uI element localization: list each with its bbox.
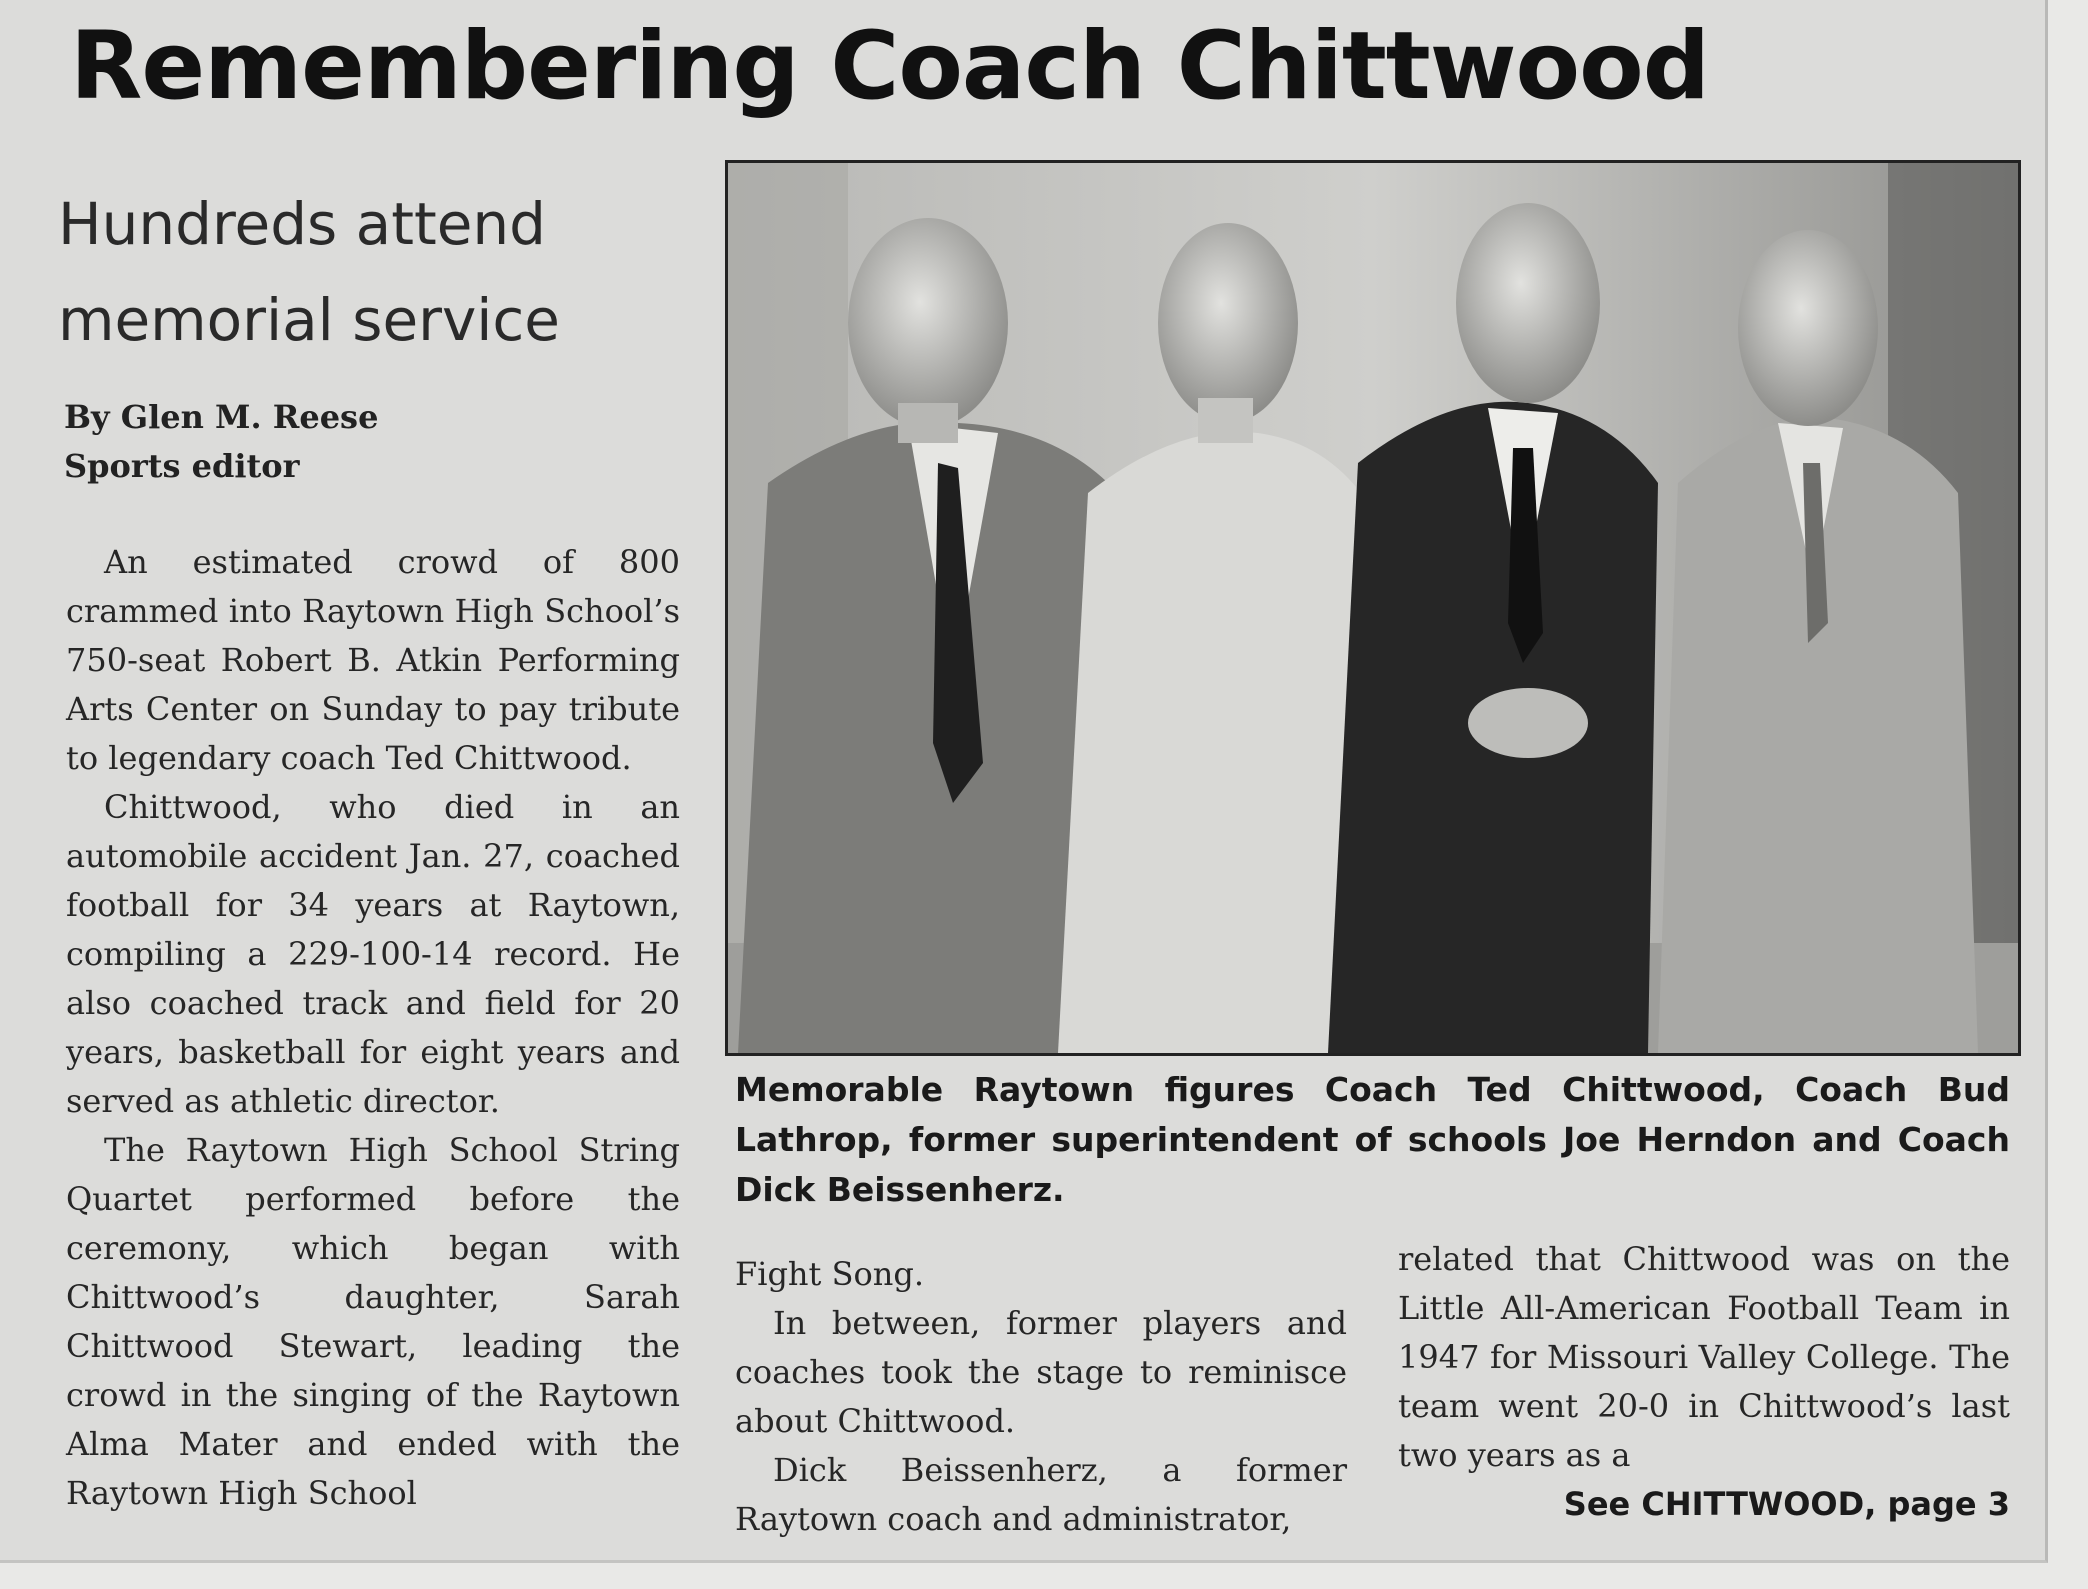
byline-title: Sports editor xyxy=(64,447,300,485)
article-column-2 xyxy=(735,1250,1347,1544)
paragraph: An estimated crowd of 800 crammed into Raytown High School’s 750-seat Robert B. Atkin Performing Arts Center on Sunday to pay tribute to legendary coach Ted Chittwood. xyxy=(66,543,680,777)
paragraph: The Raytown High School String Quartet performed before the ceremony, which began with Chittwood’s daughter, Sarah Chittwood Stewart, leading the crowd in the singing of the Raytown Alma Mater and ended with the Raytown High School xyxy=(66,1131,680,1512)
photo-illustration xyxy=(728,163,2018,1053)
photo-caption: Memorable Raytown figures Coach Ted Chittwood, Coach Bud Lathrop, former superintendent of schools Joe Herndon and Coach Dick Beissenherz. xyxy=(735,1070,2010,1209)
paragraph: Fight Song. xyxy=(735,1255,925,1293)
subhead-line-2: memorial service xyxy=(58,286,560,354)
article-column-1 xyxy=(66,538,680,1518)
subheadline xyxy=(58,176,698,368)
paragraph: In between, former players and coaches took the stage to reminisce about Chittwood. xyxy=(735,1304,1347,1440)
article-column-3 xyxy=(1398,1235,2010,1480)
paragraph: related that Chittwood was on the Little All-American Football Team in 1947 for Missouri Valley College. The team went 20-0 in Chittwood’s last two years as a xyxy=(1398,1240,2010,1474)
byline-author: By Glen M. Reese xyxy=(64,398,379,436)
continuation-jump-line: See CHITTWOOD, page 3 xyxy=(1563,1485,2010,1523)
paragraph: Dick Beissenherz, a former Raytown coach and administrator, xyxy=(735,1451,1347,1538)
paragraph: Chittwood, who died in an automobile accident Jan. 27, coached football for 34 years at Raytown, compiling a 229-100-14 record. He also coached track and field for 20 years, basketball for eight years and served as athletic director. xyxy=(66,788,680,1120)
group-photo xyxy=(725,160,2021,1056)
headline: Remembering Coach Chittwood xyxy=(70,12,1709,121)
byline xyxy=(64,393,664,491)
subhead-line-1: Hundreds attend xyxy=(58,190,546,258)
